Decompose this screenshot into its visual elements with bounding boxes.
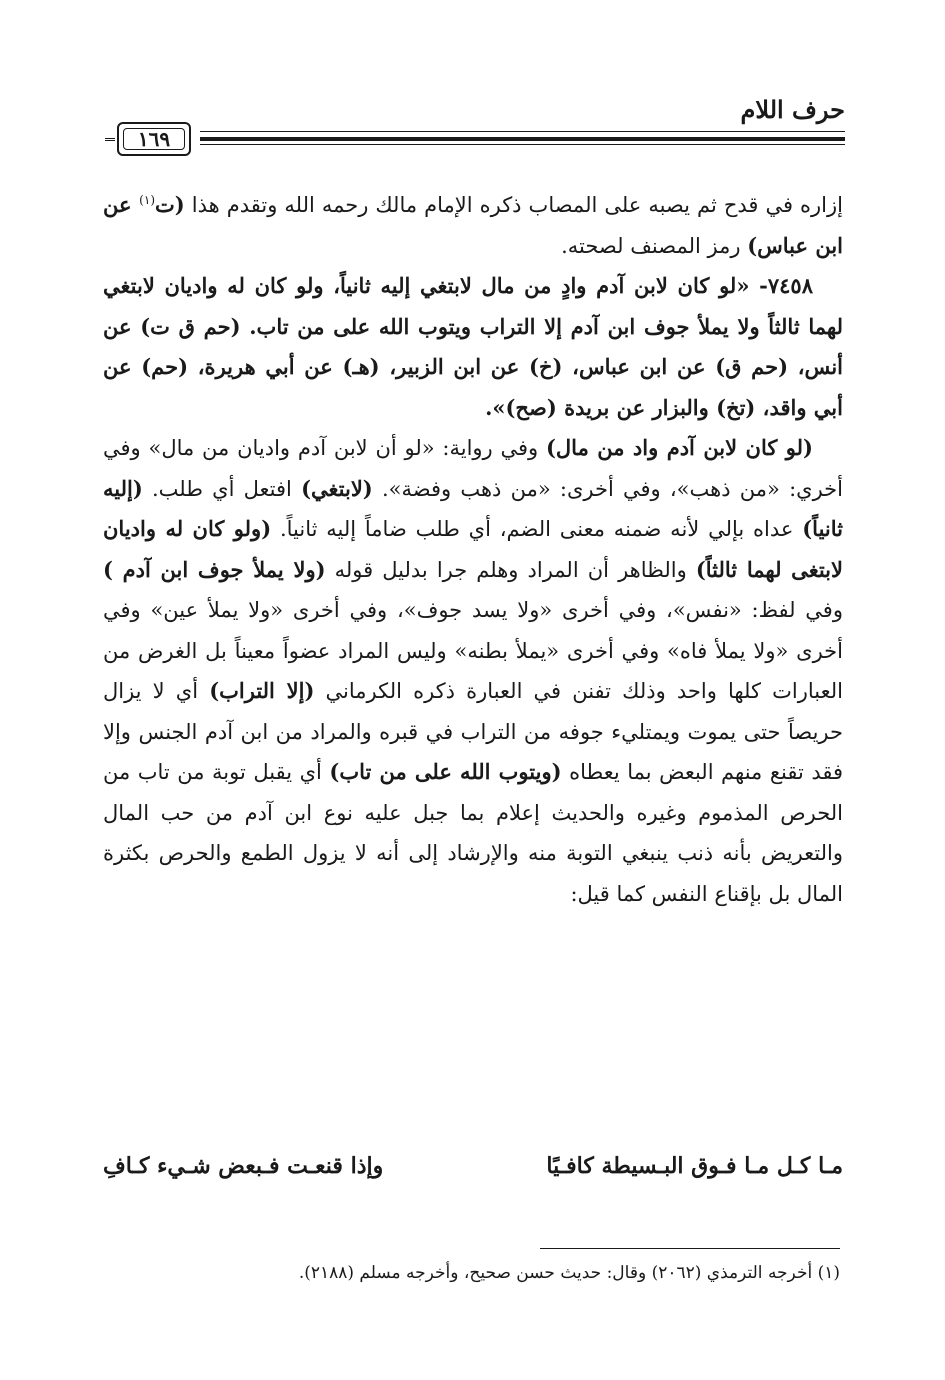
first-hemistich: مـا كـل مـا فـوق البـسيطة كافـيًا <box>546 1153 843 1179</box>
quoted-phrase: (لو كان لابن آدم واد من مال) <box>545 435 813 460</box>
text-run: عداه بإلي لأنه ضمنه معنى الضم، أي طلب ضاماً إليه ثانياً. <box>271 517 803 541</box>
source-code: (ت <box>155 192 185 217</box>
quoted-phrase: (إليه ثانياً) <box>103 475 843 541</box>
header-rule-lower <box>200 144 845 145</box>
main-text <box>103 185 843 914</box>
text-run: رمز المصنف لصحته. <box>561 233 748 258</box>
quoted-phrase: (ويتوب الله على من تاب) <box>329 759 562 784</box>
quoted-phrase: (لابتغي) <box>301 475 373 501</box>
text-run: والظاهر أن المراد وهلم جرا بدليل قوله <box>325 557 696 582</box>
narrator: عن ابن عباس) <box>103 192 843 258</box>
text-run: إزاره في قدح ثم يصبه على المصاب ذكره الإمام مالك رحمه الله وتقدم هذا <box>191 193 843 217</box>
page-number-box <box>117 122 191 156</box>
text-run: وفي رواية: «لو أن لابن آدم واديان من مال» وفي أخري: «من ذهب»، وفي أخرى: «من ذهب وفضة». <box>103 436 843 501</box>
quoted-phrase: (ولا يملأ جوف ابن آدم ) <box>103 556 326 582</box>
paragraph-continuation <box>103 185 843 266</box>
header-rule <box>200 131 845 132</box>
page-number: ١٦٩ <box>137 127 171 151</box>
footnote: (١) أخرجه الترمذي (٢٠٦٢) وقال: حديث حسن صحيح، وأخرجه مسلم (٢١٨٨). <box>298 1263 840 1283</box>
quoted-phrase: (ولو كان له واديان لابتغى لهما ثالثاً) <box>103 516 843 582</box>
commentary-paragraph <box>103 428 843 914</box>
text-run: أي لا يزال حريصاً حتى يموت ويمتليء جوفه من التراب في قبره والمراد من ابن آدم الجنس وإلا فقد تقنع منهم البعض بما يعطاه <box>103 679 844 784</box>
text-run: أي يقبل توبة من تاب من الحرص المذموم وغيره والحديث إعلام بما جبل عليه نوع ابن آدم من حب المال والتعريض بأنه ذنب ينبغي التوبة منه والإرشاد إلى أنه لا يزول الطمع والحرص بكثرة المال بل بإقناع النفس كما قيل: <box>103 760 843 906</box>
second-hemistich: وإذا قنعـت فـبعض شـيء كـافِ <box>103 1153 384 1179</box>
running-title: حرف اللام <box>740 95 845 124</box>
text-run: افتعل أي طلب. <box>142 476 302 501</box>
header-rule-thick <box>200 137 845 141</box>
footnote-separator <box>540 1248 840 1249</box>
hadith-entry: ٧٤٥٨- «لو كان لابن آدم وادٍ من مال لابتغي إليه ثانياً، ولو كان له واديان لابتغي لهما ثالثاً ولا يملأ جوف ابن آدم إلا التراب ويتوب الله على من تاب. (حم ق ت) عن أنس، (حم ق) عن ابن عباس، (خ) عن ابن الزبير، (هـ) عن أبي هريرة، (حم) عن أبي واقد، (تخ) والبزار عن بريدة (صح)». <box>103 273 843 420</box>
footnote-ref[interactable]: (١) <box>139 193 155 207</box>
quoted-phrase: (إلا التراب) <box>209 678 315 703</box>
poetry-verse <box>103 1153 843 1179</box>
text-run: وفي لفظ: «نفس»، وفي أخرى «ولا يسد جوف»، وفي أخرى «ولا يملأ عين» وفي أخرى «ولا يملأ فاه» وفي أخرى «يملأ بطنه» وليس المراد عضواً معيناً بل الغرض من العبارات كلها واحد وذلك تفنن في العبارة ذكره الكرماني <box>103 598 843 703</box>
